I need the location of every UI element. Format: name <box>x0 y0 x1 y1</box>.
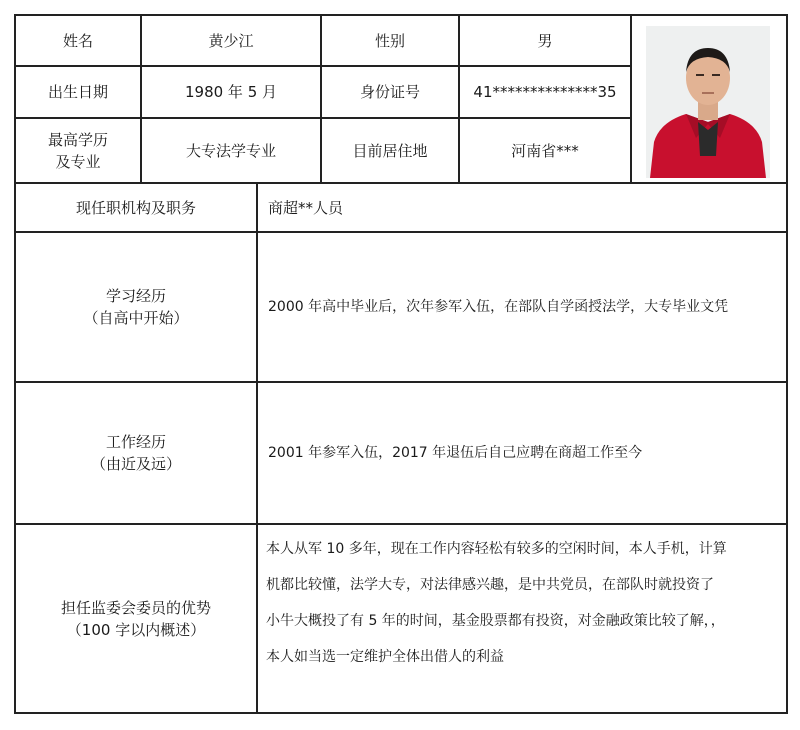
work-value: 2001 年参军入伍，2017 年退伍后自己应聘在商超工作至今 <box>268 445 643 461</box>
portrait-photo <box>646 26 770 178</box>
portrait-photo-icon <box>646 26 770 178</box>
id-value: 41**************35 <box>473 83 617 101</box>
divider-col4 <box>630 16 632 182</box>
advantage-line: 本人从军 10 多年，现在工作内容轻松有较多的空闲时间，本人手机，计算 <box>266 541 727 557</box>
birth-label: 出生日期 <box>47 83 108 101</box>
gender-value: 男 <box>537 31 553 50</box>
position-label: 现任职机构及职务 <box>75 198 196 217</box>
registration-form <box>14 14 788 714</box>
education-label-line1: 最高学历 <box>47 130 108 149</box>
advantage-label <box>16 525 256 712</box>
residence-label: 目前居住地 <box>352 141 428 160</box>
study-label-line1: 学习经历 <box>105 287 166 305</box>
work-label-line2: （由近及远） <box>90 455 181 473</box>
position-value: 商超**人员 <box>268 198 344 217</box>
study-label-line2: （自高中开始） <box>83 309 189 327</box>
education-label <box>16 119 140 182</box>
id-label: 身份证号 <box>359 83 420 101</box>
advantage-label-line1: 担任监委会委员的优势 <box>60 598 211 617</box>
work-label <box>16 383 256 523</box>
work-label-line1: 工作经历 <box>105 433 166 451</box>
residence-value: 河南省*** <box>511 141 579 160</box>
birth-value: 1980 年 5 月 <box>184 83 278 101</box>
advantage-line: 机都比较懂，法学大专，对法律感兴趣，是中共党员，在部队时就投资了 <box>266 577 714 593</box>
education-value: 大专法学专业 <box>185 141 276 160</box>
name-label: 姓名 <box>62 31 93 50</box>
advantage-label-line2: （100 字以内概述） <box>66 620 206 639</box>
study-value: 2000 年高中毕业后，次年参军入伍，在部队自学函授法学，大专毕业文凭 <box>268 299 729 315</box>
advantage-line: 小牛大概投了有 5 年的时间，基金股票都有投资，对金融政策比较了解，， <box>266 613 725 629</box>
study-label <box>16 233 256 381</box>
gender-label: 性别 <box>374 31 405 50</box>
advantage-value <box>266 531 782 675</box>
name-value: 黄少江 <box>208 31 254 50</box>
advantage-line: 本人如当选一定维护全体出借人的利益 <box>266 649 504 665</box>
education-label-line2: 及专业 <box>55 152 101 171</box>
